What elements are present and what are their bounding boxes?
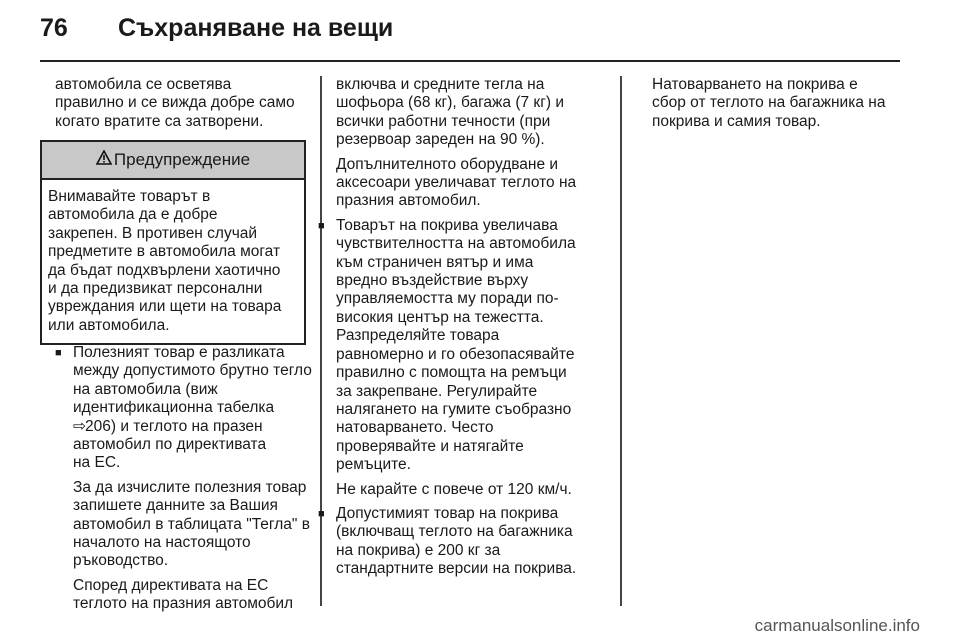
- text-line: или автомобила.: [48, 316, 170, 334]
- text-line: натоварването. Често: [336, 419, 494, 437]
- bullet-square-icon: ■: [318, 507, 325, 520]
- text-line: на покрива) е 200 кг за: [336, 541, 501, 559]
- column-1-lower: [55, 344, 312, 614]
- text-line: автомобила да е добре: [48, 206, 218, 224]
- text-line: празния автомобил.: [336, 192, 481, 210]
- paragraph: [55, 478, 310, 571]
- list-item: [318, 505, 606, 579]
- text-line: когато вратите са затворени.: [55, 112, 264, 130]
- text-line: Не карайте с повече от 120 км/ч.: [336, 480, 572, 498]
- text-line: началото на настоящото: [73, 534, 251, 552]
- text-line: резервоар зареден на 90 %).: [336, 131, 545, 149]
- list-item: [318, 217, 606, 475]
- paragraph: [336, 156, 606, 211]
- text-line: увреждания или щети на товара: [48, 298, 282, 316]
- text-line: вредно въздействие върху: [336, 272, 529, 290]
- text-line: предметите в автомобила могат: [48, 243, 281, 261]
- header-rule: [40, 60, 900, 62]
- text-line: за закрепване. Регулирайте: [336, 382, 538, 400]
- text-line: налягането на гумите съобразно: [336, 400, 572, 418]
- text-line: ремъците.: [336, 456, 411, 474]
- warning-title: Предупреждение: [113, 150, 251, 169]
- text-line: (включващ теглото на багажника: [336, 523, 573, 541]
- text-line: закрепен. В противен случай: [48, 224, 258, 242]
- text-line: автомобила се осветява: [55, 76, 232, 93]
- intro-paragraph: [55, 76, 305, 131]
- text-line: включва и средните тегла на: [336, 76, 545, 93]
- text-line: покрива и самия товар.: [652, 112, 821, 130]
- text-line: идентификационна табелка: [73, 399, 275, 417]
- text-line: запишете данните за Вашия: [73, 497, 278, 515]
- text-line: сбор от теглото на багажника на: [652, 94, 886, 112]
- text-line: Товарът на покрива увеличава: [336, 216, 558, 234]
- text-line: Допустимият товар на покрива: [336, 504, 559, 522]
- text-line: За да изчислите полезния товар: [73, 478, 307, 496]
- paragraph: [55, 577, 305, 614]
- text-line: Полезният товар е разликата: [73, 344, 285, 361]
- text-line: правилно с помощта на ремъци: [336, 364, 567, 382]
- text-line: високия център на тежестта.: [336, 308, 544, 326]
- paragraph: [336, 481, 606, 499]
- text-line: към страничен вятър и има: [336, 253, 534, 271]
- text-line: Според директивата на ЕС: [73, 576, 269, 594]
- page-title: Съхраняване на вещи: [118, 14, 394, 42]
- text-line: всички работни течности (при: [336, 112, 551, 130]
- paragraph: [336, 76, 606, 150]
- text-line: управляемостта му поради по-: [336, 290, 559, 308]
- text-line: Натоварването на покрива е: [652, 76, 858, 93]
- watermark: carmanualsonline.info: [754, 616, 920, 635]
- text-line: автомобил в таблицата "Тегла" в: [73, 515, 310, 533]
- bullet-square-icon: ■: [318, 219, 325, 232]
- text-line: на ЕС.: [73, 454, 121, 472]
- text-line: и да предизвикат персонални: [48, 280, 263, 298]
- text-line: шофьора (68 кг), багажа (7 кг) и: [336, 94, 564, 112]
- text-line: равномерно и го обезопасявайте: [336, 345, 575, 363]
- paragraph: [652, 76, 910, 131]
- bullet-square-icon: ■: [55, 347, 62, 359]
- warning-body: [42, 180, 304, 343]
- column-2: [318, 76, 606, 579]
- warning-header: [42, 142, 304, 180]
- text-line: Внимавайте товарът в: [48, 188, 211, 205]
- column-3: [652, 76, 910, 131]
- text-line: Разпределяйте товара: [336, 327, 500, 345]
- page-header: [0, 0, 960, 62]
- text-line: аксесоари увеличават теглото на: [336, 174, 577, 192]
- text-line: проверявайте и натягайте: [336, 437, 524, 455]
- text-line: ръководство.: [73, 552, 169, 570]
- text-line: стандартните версии на покрива.: [336, 560, 577, 578]
- warning-triangle-icon: [96, 150, 112, 170]
- text-line: да бъдат подхвърлени хаотично: [48, 261, 281, 279]
- warning-box: [40, 140, 306, 345]
- text-line: автомобил по директивата: [73, 436, 267, 454]
- text-line: теглото на празния автомобил: [73, 595, 294, 613]
- page-number: 76: [40, 14, 68, 42]
- column-1: [55, 76, 305, 131]
- text-line: Допълнителното оборудване и: [336, 155, 559, 173]
- column-divider: [620, 76, 622, 606]
- reference-arrow-icon: ⇨: [73, 417, 86, 435]
- text-line: правилно и се вижда добре само: [55, 94, 295, 112]
- cross-reference[interactable]: ⇨206) и теглото на празен: [73, 417, 263, 435]
- text-line: между допустимото брутно тегло: [73, 362, 312, 380]
- list-item: [55, 344, 312, 473]
- text-line: чувствителността на автомобила: [336, 235, 576, 253]
- text-line: на автомобила (виж: [73, 380, 218, 398]
